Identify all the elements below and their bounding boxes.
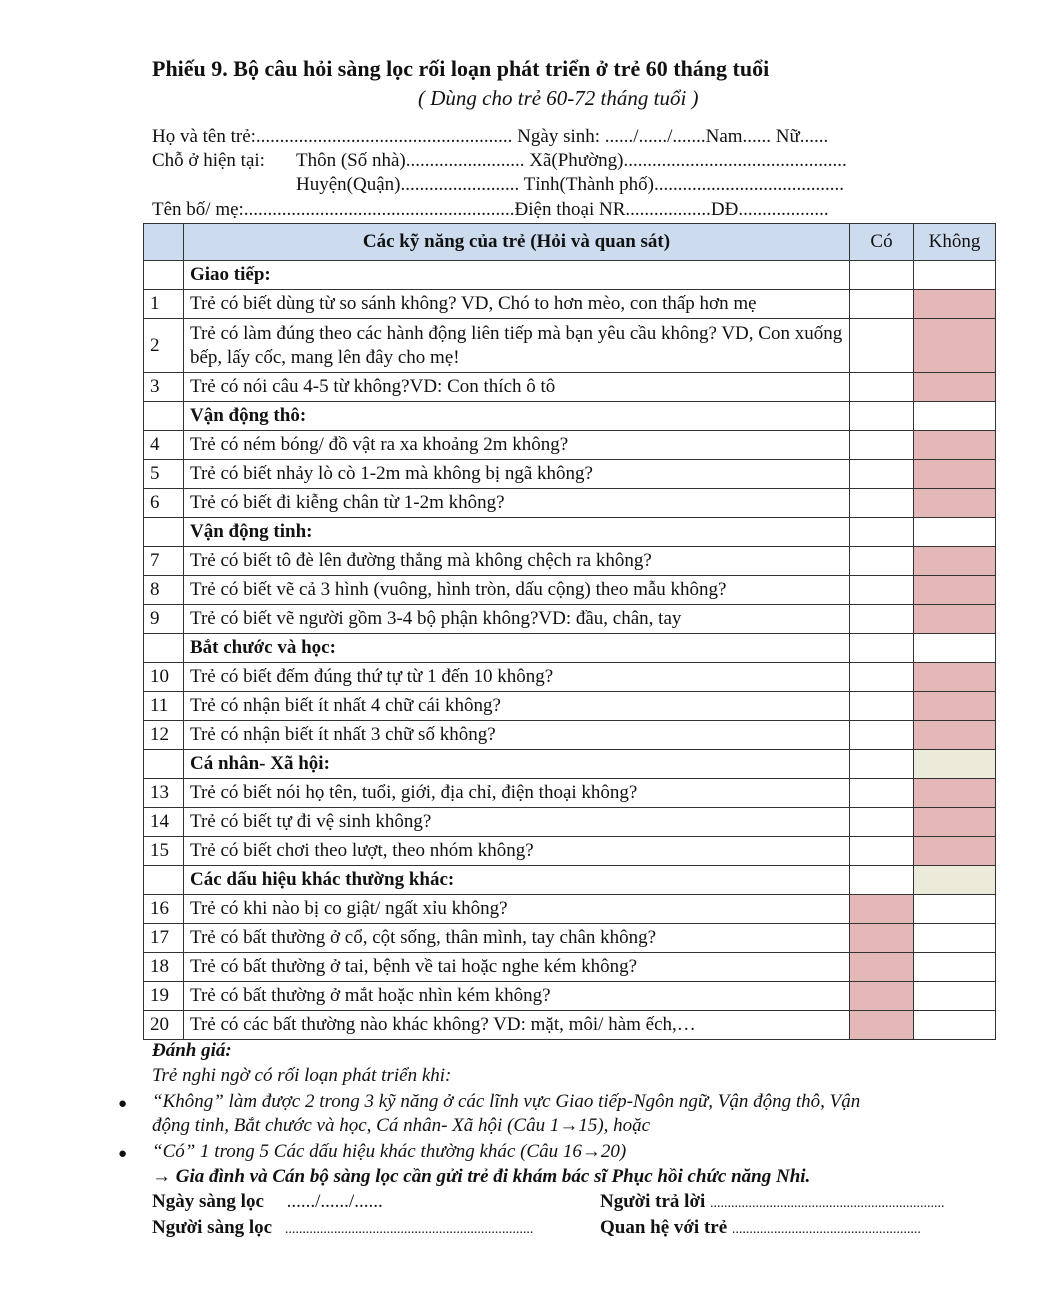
table-row [144, 953, 996, 982]
bullet-icon: ● [118, 1146, 128, 1162]
question-text: Trẻ có biết nhảy lò cò 1-2m mà không bị ngã không? [184, 460, 850, 489]
district-line: Huyện(Quận)......................... Tỉnh(Thành phố)........................................ [296, 174, 844, 195]
section-row [144, 402, 996, 431]
section-num-cell [144, 261, 184, 290]
answer-no-cell[interactable] [914, 373, 996, 402]
child-name-line: Họ và tên trẻ:...................................................... Ngày sinh: ....../....../.......Nam...... Nữ...... [152, 126, 829, 147]
section-num-cell [144, 402, 184, 431]
answer-no-cell[interactable] [914, 924, 996, 953]
section-no-cell [914, 402, 996, 431]
section-title: Các dấu hiệu khác thường khác: [184, 866, 850, 895]
section-row [144, 750, 996, 779]
answer-yes-cell[interactable] [850, 721, 914, 750]
question-text: Trẻ có bất thường ở mắt hoặc nhìn kém không? [184, 982, 850, 1011]
header-question: Các kỹ năng của trẻ (Hỏi và quan sát) [184, 224, 850, 261]
question-number: 14 [144, 808, 184, 837]
answer-no-cell[interactable] [914, 1011, 996, 1040]
section-num-cell [144, 518, 184, 547]
table-row [144, 837, 996, 866]
answer-yes-cell[interactable] [850, 895, 914, 924]
question-number: 2 [144, 319, 184, 373]
section-yes-cell [850, 750, 914, 779]
screening-date-value: ....../....../...... [286, 1191, 383, 1212]
answer-no-cell[interactable] [914, 547, 996, 576]
table-row [144, 605, 996, 634]
answer-yes-cell[interactable] [850, 290, 914, 319]
question-text: Trẻ có nhận biết ít nhất 4 chữ cái không? [184, 692, 850, 721]
answer-yes-cell[interactable] [850, 924, 914, 953]
answer-yes-cell[interactable] [850, 663, 914, 692]
section-num-cell [144, 866, 184, 895]
answer-yes-cell[interactable] [850, 837, 914, 866]
respondent-label: Người trả lời [600, 1191, 706, 1212]
question-text: Trẻ có các bất thường nào khác không? VD: mặt, môi/ hàm ếch,… [184, 1011, 850, 1040]
section-yes-cell [850, 402, 914, 431]
answer-no-cell[interactable] [914, 982, 996, 1011]
question-number: 4 [144, 431, 184, 460]
question-text: Trẻ có biết tự đi vệ sinh không? [184, 808, 850, 837]
answer-yes-cell[interactable] [850, 489, 914, 518]
section-yes-cell [850, 261, 914, 290]
section-title: Cá nhân- Xã hội: [184, 750, 850, 779]
parent-line: Tên bố/ mẹ:.........................................................Điện thoại NR..................DĐ................... [152, 199, 829, 220]
answer-yes-cell[interactable] [850, 953, 914, 982]
evaluation-intro: Trẻ nghi ngờ có rối loạn phát triển khi: [152, 1065, 452, 1086]
answer-no-cell[interactable] [914, 953, 996, 982]
question-number: 12 [144, 721, 184, 750]
referral-conclusion: → Gia đình và Cán bộ sàng lọc cần gửi trẻ đi khám bác sĩ Phục hồi chức năng Nhi. [152, 1166, 811, 1187]
table-row [144, 721, 996, 750]
answer-no-cell[interactable] [914, 808, 996, 837]
question-number: 13 [144, 779, 184, 808]
bullet-icon: ● [118, 1096, 128, 1112]
answer-no-cell[interactable] [914, 431, 996, 460]
form-subtitle: ( Dùng cho trẻ 60-72 tháng tuổi ) [418, 86, 699, 110]
criterion-2: “Có” 1 trong 5 Các dấu hiệu khác thường khác (Câu 16→20) [152, 1141, 627, 1162]
question-text: Trẻ có biết nói họ tên, tuổi, giới, địa chỉ, điện thoại không? [184, 779, 850, 808]
section-yes-cell [850, 634, 914, 663]
answer-no-cell[interactable] [914, 605, 996, 634]
table-row [144, 547, 996, 576]
answer-yes-cell[interactable] [850, 982, 914, 1011]
answer-no-cell[interactable] [914, 895, 996, 924]
answer-yes-cell[interactable] [850, 431, 914, 460]
criterion-1-line-1: “Không” làm được 2 trong 3 kỹ năng ở các lĩnh vực Giao tiếp-Ngôn ngữ, Vận động thô, Vận [152, 1091, 861, 1112]
table-row [144, 924, 996, 953]
answer-no-cell[interactable] [914, 489, 996, 518]
question-number: 16 [144, 895, 184, 924]
header-num [144, 224, 184, 261]
question-text: Trẻ có khi nào bị co giật/ ngất xỉu không? [184, 895, 850, 924]
answer-no-cell[interactable] [914, 692, 996, 721]
table-row [144, 431, 996, 460]
header-no: Không [914, 224, 996, 261]
section-no-cell [914, 866, 996, 895]
question-text: Trẻ có biết tô đè lên đường thẳng mà không chệch ra không? [184, 547, 850, 576]
question-text: Trẻ có biết đếm đúng thứ tự từ 1 đến 10 không? [184, 663, 850, 692]
question-number: 19 [144, 982, 184, 1011]
table-row [144, 576, 996, 605]
question-number: 15 [144, 837, 184, 866]
answer-yes-cell[interactable] [850, 460, 914, 489]
section-yes-cell [850, 518, 914, 547]
section-no-cell [914, 261, 996, 290]
section-row [144, 518, 996, 547]
screener-label: Người sàng lọc [152, 1217, 273, 1238]
question-text: Trẻ có bất thường ở cổ, cột sống, thân mình, tay chân không? [184, 924, 850, 953]
answer-no-cell[interactable] [914, 290, 996, 319]
question-number: 18 [144, 953, 184, 982]
screening-date [152, 1191, 383, 1213]
answer-yes-cell[interactable] [850, 1011, 914, 1040]
respondent-dots: ................................................................... [710, 1196, 945, 1211]
answer-yes-cell[interactable] [850, 605, 914, 634]
screener-dots: ....................................................................... [284, 1222, 534, 1237]
section-no-cell [914, 750, 996, 779]
answer-no-cell[interactable] [914, 319, 996, 373]
question-number: 3 [144, 373, 184, 402]
question-number: 5 [144, 460, 184, 489]
address-village: Thôn (Số nhà)......................... Xã(Phường)............................................... [296, 150, 847, 171]
section-row [144, 261, 996, 290]
evaluation-heading: Đánh giá: [152, 1040, 232, 1061]
table-row [144, 373, 996, 402]
screening-table [143, 223, 996, 1040]
section-no-cell [914, 634, 996, 663]
question-text: Trẻ có biết vẽ cả 3 hình (vuông, hình tròn, dấu cộng) theo mẫu không? [184, 576, 850, 605]
answer-no-cell[interactable] [914, 576, 996, 605]
table-row [144, 982, 996, 1011]
answer-no-cell[interactable] [914, 663, 996, 692]
question-text: Trẻ có biết dùng từ so sánh không? VD, Chó to hơn mèo, con thấp hơn mẹ [184, 290, 850, 319]
table-row [144, 460, 996, 489]
question-number: 10 [144, 663, 184, 692]
question-number: 17 [144, 924, 184, 953]
question-number: 6 [144, 489, 184, 518]
question-number: 20 [144, 1011, 184, 1040]
section-title: Vận động tinh: [184, 518, 850, 547]
header-yes: Có [850, 224, 914, 261]
table-header-row [144, 224, 996, 261]
address-label: Chỗ ở hiện tại: [152, 150, 265, 171]
relation [600, 1217, 921, 1239]
respondent [600, 1191, 945, 1213]
answer-no-cell[interactable] [914, 779, 996, 808]
form-title: Phiếu 9. Bộ câu hỏi sàng lọc rối loạn phát triển ở trẻ 60 tháng tuổi [152, 56, 770, 81]
section-title: Vận động thô: [184, 402, 850, 431]
address-line [152, 150, 847, 172]
question-text: Trẻ có biết chơi theo lượt, theo nhóm không? [184, 837, 850, 866]
answer-yes-cell[interactable] [850, 373, 914, 402]
question-number: 9 [144, 605, 184, 634]
question-number: 1 [144, 290, 184, 319]
answer-no-cell[interactable] [914, 460, 996, 489]
answer-yes-cell[interactable] [850, 692, 914, 721]
section-row [144, 634, 996, 663]
answer-yes-cell[interactable] [850, 808, 914, 837]
table-row [144, 895, 996, 924]
question-text: Trẻ có nói câu 4-5 từ không?VD: Con thích ô tô [184, 373, 850, 402]
question-number: 11 [144, 692, 184, 721]
section-title: Giao tiếp: [184, 261, 850, 290]
answer-yes-cell[interactable] [850, 547, 914, 576]
question-text: Trẻ có ném bóng/ đồ vật ra xa khoảng 2m không? [184, 431, 850, 460]
section-title: Bắt chước và học: [184, 634, 850, 663]
screening-date-label: Ngày sàng lọc [152, 1191, 264, 1212]
table-body [144, 261, 996, 1040]
question-text: Trẻ có làm đúng theo các hành động liên tiếp mà bạn yêu cầu không? VD, Con xuống bếp, lấy cốc, mang lên đây cho mẹ! [184, 319, 850, 373]
answer-no-cell[interactable] [914, 721, 996, 750]
section-row [144, 866, 996, 895]
table-row [144, 663, 996, 692]
criterion-1-line-2: động tinh, Bắt chước và học, Cá nhân- Xã hội (Câu 1→15), hoặc [152, 1115, 651, 1136]
question-number: 7 [144, 547, 184, 576]
section-yes-cell [850, 866, 914, 895]
table-row [144, 319, 996, 373]
answer-yes-cell[interactable] [850, 576, 914, 605]
table-row [144, 290, 996, 319]
section-no-cell [914, 518, 996, 547]
answer-yes-cell[interactable] [850, 319, 914, 373]
answer-yes-cell[interactable] [850, 779, 914, 808]
section-num-cell [144, 634, 184, 663]
question-text: Trẻ có bất thường ở tai, bệnh về tai hoặc nghe kém không? [184, 953, 850, 982]
screener [152, 1217, 533, 1239]
section-num-cell [144, 750, 184, 779]
question-number: 8 [144, 576, 184, 605]
table-row [144, 1011, 996, 1040]
question-text: Trẻ có biết đi kiễng chân từ 1-2m không? [184, 489, 850, 518]
question-text: Trẻ có biết vẽ người gồm 3-4 bộ phận không?VD: đầu, chân, tay [184, 605, 850, 634]
table-row [144, 808, 996, 837]
table-row [144, 692, 996, 721]
table-row [144, 779, 996, 808]
relation-label: Quan hệ với trẻ [600, 1217, 728, 1238]
table-row [144, 489, 996, 518]
relation-dots: ...................................................... [731, 1222, 921, 1237]
question-text: Trẻ có nhận biết ít nhất 3 chữ số không? [184, 721, 850, 750]
answer-no-cell[interactable] [914, 837, 996, 866]
